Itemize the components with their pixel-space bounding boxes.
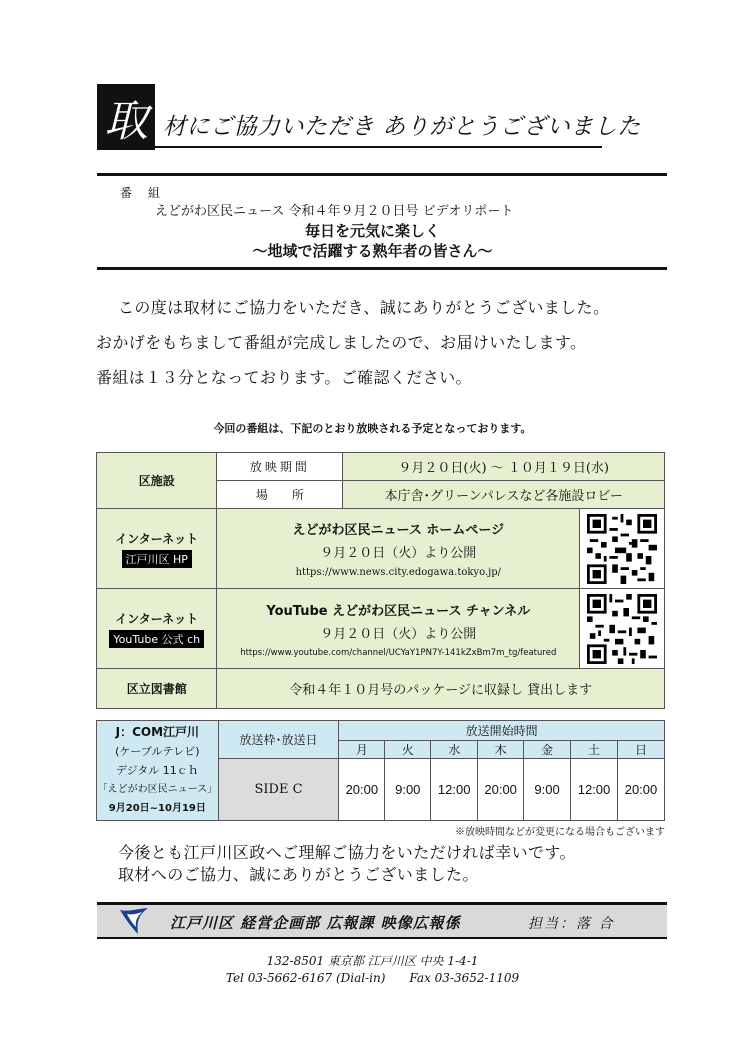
hp-tag: 江戸川区 HP [122,550,192,568]
program-name: 「えどがわ区民ニュース」 [97,784,218,795]
station-cell [97,721,219,821]
hp-date: ９月２０日（火）より公開 [320,546,477,561]
time-mon: 20:00 [339,759,385,821]
program-title-1: 毎日を元気に楽しく [304,222,440,240]
body-line-1: この度は取材にご協力をいただき、誠にありがとうございました。 [118,298,610,317]
day-thu: 木 [478,741,524,759]
youtube-qr-cell [580,589,665,669]
hp-label: インターネット [115,531,199,546]
hp-url[interactable]: https://www.news.city.edogawa.tokyo.jp/ [295,567,501,578]
program-title-2: ～地域で活躍する熟年者の皆さん～ [252,242,493,260]
footer-contact-person: 担当：落 合 [528,916,615,932]
start-time-label: 放送開始時間 [339,721,665,741]
broadcast-period: 9月20日~10月19日 [108,803,206,814]
hp-label-cell [97,509,217,589]
library-text: 令和４年１０月号のパッケージに収録し 貸出します [217,669,665,709]
footer-phone-fax: Tel 03-5662-6167 (Dial-in) Fax 03-3652-1109 [225,971,520,985]
body-line-2: おかげをもちまして番組が完成しましたので、お届けいたします。 [96,333,587,352]
edogawa-logo-icon [118,906,150,936]
youtube-url[interactable]: https://www.youtube.com/channel/UCYaY1PN7Y-141kZxBm7m_tg/featured [240,647,557,658]
youtube-label-cell [97,589,217,669]
youtube-date: ９月２０日（火）より公開 [320,626,477,642]
schedule-table [96,452,665,709]
time-tue: 9:00 [385,759,431,821]
hp-info [217,509,580,589]
schedule-notice: 今回の番組は、下記のとおり放映される予定となっております。 [213,422,532,435]
program-info: えどがわ区民ニュース 令和４年９月２０日号 ビデオリポート [155,204,514,219]
time-thu: 20:00 [478,759,524,821]
place-value: 本庁舎･グリーンパレスなど各施設ロビー [343,481,665,509]
footer-rule-top [97,902,667,905]
hp-qr-cell [580,509,665,589]
footer-department: 江戸川区 経営企画部 広報課 映像広報係 [170,914,461,932]
period-label: 放映期間 [217,453,343,481]
day-wed: 水 [431,741,478,759]
day-sat: 土 [571,741,618,759]
station-name: J：COM江戸川 [115,725,200,739]
title-underline [155,146,602,148]
program-label: 番 組 [120,186,166,200]
place-label: 場 所 [217,481,343,509]
day-mon: 月 [339,741,385,759]
library-label: 区立図書館 [97,669,217,709]
schedule-change-note: ※放映時間などが変更になる場合もございます [455,827,665,838]
youtube-tag: YouTube 公式 ch [109,630,204,648]
facility-label: 区施設 [97,453,217,509]
qr-code-youtube-icon[interactable] [587,594,657,664]
slot-label: 放送枠･放送日 [218,721,339,759]
hp-title: えどがわ区民ニュース ホームページ [292,523,505,538]
time-sun: 20:00 [617,759,664,821]
youtube-label: インターネット [115,611,199,626]
divider-mid [97,267,667,270]
footer-rule-bottom [97,937,667,939]
cable-label: (ケーブルテレビ) [115,745,200,758]
day-fri: 金 [524,741,571,759]
closing-line-1: 今後とも江戸川区政へご理解ご協力をいただければ幸いです。 [118,843,576,862]
time-wed: 12:00 [431,759,478,821]
qr-code-hp-icon[interactable] [587,514,657,584]
page-title: 材にご協力いただき ありがとうございました [163,114,641,140]
time-fri: 9:00 [524,759,571,821]
digital-channel: デジタル 11ｃｈ [115,764,199,777]
title-first-char: 取 [97,84,155,150]
day-tue: 火 [385,741,431,759]
broadcast-table [96,720,665,821]
period-value: ９月２０日(火) ～ １０月１９日(水) [343,453,665,481]
youtube-title: YouTube えどがわ区民ニュース チャンネル [266,603,531,619]
closing-line-2: 取材へのご協力、誠にありがとうございました。 [118,865,479,884]
body-line-3: 番組は１３分となっております。ご確認ください。 [96,368,472,387]
youtube-info [217,589,580,669]
time-sat: 12:00 [571,759,618,821]
slot-value: SIDE C [218,759,339,821]
footer-address: 132-8501 東京都 江戸川区 中央 1-4-1 [266,954,479,968]
day-sun: 日 [617,741,664,759]
divider-top [97,173,667,176]
